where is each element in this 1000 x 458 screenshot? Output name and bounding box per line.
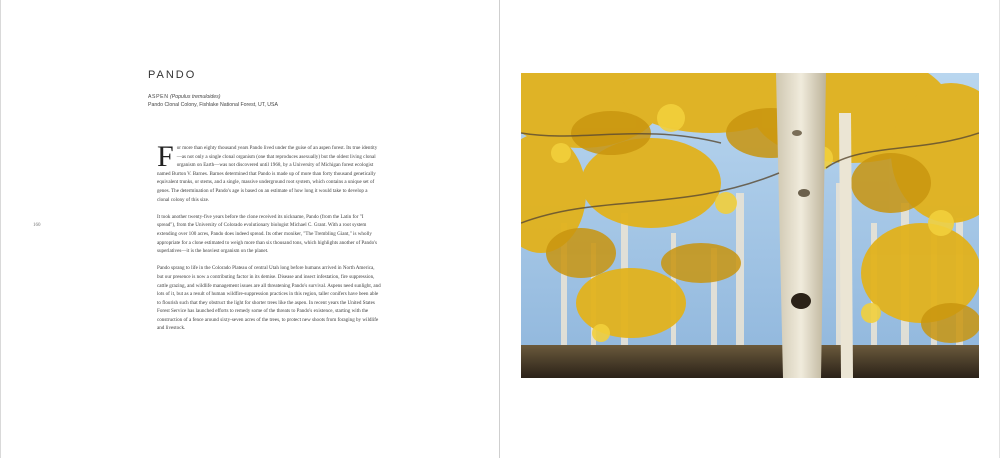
drop-cap: F: [157, 140, 174, 173]
species-common-name: ASPEN: [148, 94, 169, 100]
paragraph-2: It took another twenty-five years before the clone received its nickname, Pando (from the Latin for "I spread"), from the University of Colorado evolutionary biologist Michael C. Grant. With a root system extending over 100 acres, Pando does indeed spread. Its other moniker, "The Trembling Giant," is wholly appropriate for a clone estimated to weigh more than six thousand tons, which highlights another of Pando's superlatives—it is the heaviest organism on the planet.: [157, 213, 378, 255]
species-line: [148, 93, 278, 101]
species-latin-name: (Populus tremuloides): [170, 94, 221, 100]
location-line: Pando Clonal Colony, Fishlake National Forest, UT, USA: [148, 102, 278, 108]
aspen-photo-illustration: [521, 73, 979, 378]
paragraph-1: [157, 140, 381, 204]
page-title: PANDO: [148, 69, 197, 81]
aspen-photo: [521, 73, 979, 378]
body-text: [157, 140, 381, 342]
paragraph-1-text: or more than eighty thousand years Pando lived under the guise of an aspen forest. Its true identity—as not only a single clonal organism (one that reproduces asexually) but the oldest living clonal organism on Earth—was not discovered until 1968, by a University of Michigan forest ecologist named Burton V. Barnes. Barnes determined that Pando is made up of more than forty thousand genetically equivalent trunks, or stems, and a single, massive underground root system, which contains a unique set of genes. The determination of Pando's age is based on an estimate of how long it would take to develop a clonal colony of this size.: [157, 145, 378, 203]
left-page: [0, 0, 499, 458]
book-gutter: [499, 0, 500, 458]
page-number: 160: [33, 223, 41, 228]
paragraph-3: Pando sprang to life in the Colorado Plateau of central Utah long before humans arrived in North America, but our presence is now a contributing factor in its demise. Disease and insect infestation, fire suppression, cattle grazing, and wildlife management issues are all threatening Pando's survival. Aspens need sunlight, and lots of it, but as a result of human wildfire-suppression practices in this region, taller conifers have been able to flourish such that they obstruct the light for shorter trees like the aspen. In recent years the United States Forest Service has launched efforts to remedy some of the threats to Pando's existence, starting with the construction of a fence around sixty-seven acres of the trees, to protect new shoots from foraging by wildlife and livestock.: [157, 265, 381, 332]
species-caption: [148, 93, 278, 109]
